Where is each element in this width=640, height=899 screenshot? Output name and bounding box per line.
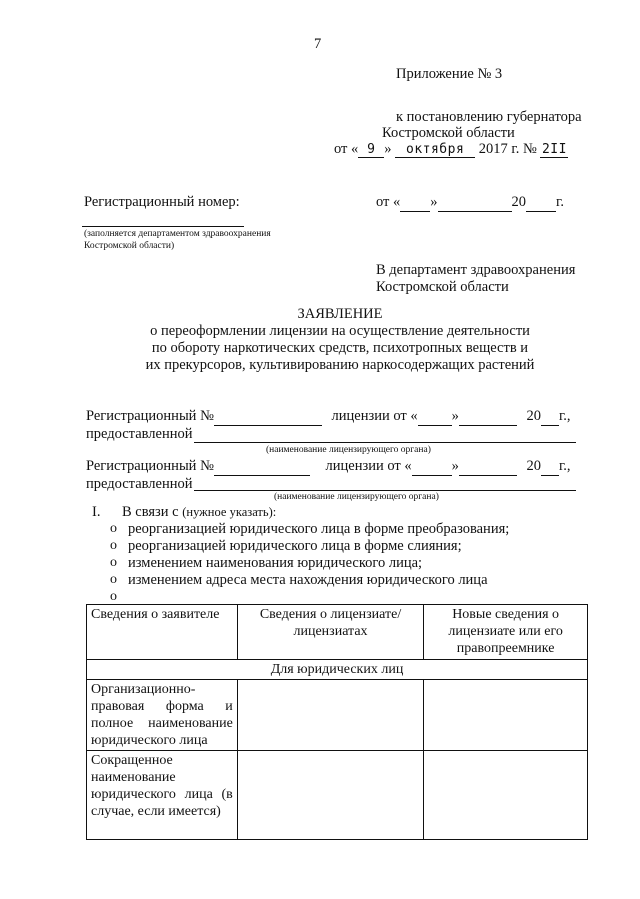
section-numeral: I. (92, 504, 101, 520)
registration-date: от « » 20 г. (376, 194, 564, 210)
option-4-checkbox[interactable]: o (110, 572, 117, 587)
option-1-label: реорганизацией юридического лица в форме преобразования; (128, 521, 510, 537)
header-licensee: Сведения о лицензиате/лицензиатах (237, 605, 423, 660)
addressee-line-2: Костромской области (376, 279, 509, 295)
option-2-checkbox[interactable]: o (110, 538, 117, 553)
registration-note-2: Костромской области) (84, 241, 175, 251)
page-number: 7 (314, 36, 322, 52)
table-row (87, 751, 588, 840)
registration-label: Регистрационный номер: (84, 194, 240, 210)
section-intro: В связи с (нужное указать): (122, 504, 277, 520)
registration-number-line (82, 226, 244, 227)
row-short-name-label: Сокращенное наименование юридического лица (в случае, если имеется) (87, 751, 238, 840)
organ-note-1: (наименование лицензирующего органа) (266, 445, 431, 455)
decree-line-1: к постановлению губернатора (396, 109, 582, 125)
row-full-name-label: Организационно-правовая форма и полное наименование юридического лица (87, 680, 238, 751)
option-1-checkbox[interactable]: o (110, 521, 117, 536)
organ-note-2: (наименование лицензирующего органа) (274, 492, 439, 502)
row-full-name-new-cell[interactable] (424, 680, 588, 751)
row-full-name-licensee-cell[interactable] (237, 680, 423, 751)
option-2-label: реорганизацией юридического лица в форме слияния; (128, 538, 462, 554)
decree-date: от « 9 » октября 2017 г. № 2II (334, 141, 567, 157)
appendix-label: Приложение № 3 (396, 66, 503, 82)
registration-note-1: (заполняется департаментом здравоохранения (84, 229, 271, 239)
title-sub-2: по обороту наркотических средств, психотропных веществ и (151, 340, 529, 356)
provided-label-1: предоставленной (86, 426, 193, 442)
table-row (87, 680, 588, 751)
organ-line-2 (194, 490, 576, 491)
group-legal-entities: Для юридических лиц (87, 660, 588, 680)
option-4-label: изменением адреса места нахождения юридического лица (128, 572, 488, 588)
header-applicant: Сведения о заявителе (87, 605, 238, 660)
table-header-row (87, 605, 588, 660)
license-row-2: Регистрационный № лицензии от « » 20 г., (86, 458, 571, 474)
title-sub-1: о переоформлении лицензии на осуществление деятельности (150, 323, 530, 339)
document-title: ЗАЯВЛЕНИЕ (297, 306, 383, 322)
applicant-info-table (86, 604, 588, 840)
decree-month: октября (395, 142, 475, 158)
header-new-info: Новые сведения о лицензиате или его правопреемнике (424, 605, 588, 660)
option-5-checkbox[interactable]: o (110, 589, 117, 604)
option-3-checkbox[interactable]: o (110, 555, 117, 570)
title-sub-3: их прекурсоров, культивированию наркосодержащих растений (145, 357, 535, 373)
organ-line-1 (194, 442, 576, 443)
addressee-line-1: В департамент здравоохранения (376, 262, 576, 278)
decree-day: 9 (358, 142, 384, 158)
decree-line-2: Костромской области (382, 125, 515, 141)
row-short-name-licensee-cell[interactable] (237, 751, 423, 840)
row-short-name-new-cell[interactable] (424, 751, 588, 840)
provided-label-2: предоставленной (86, 476, 193, 492)
decree-number: 2II (541, 142, 567, 157)
license-row-1: Регистрационный № лицензии от « » 20 г., (86, 408, 571, 424)
table-group-row (87, 660, 588, 680)
option-3-label: изменением наименования юридического лица; (128, 555, 423, 571)
